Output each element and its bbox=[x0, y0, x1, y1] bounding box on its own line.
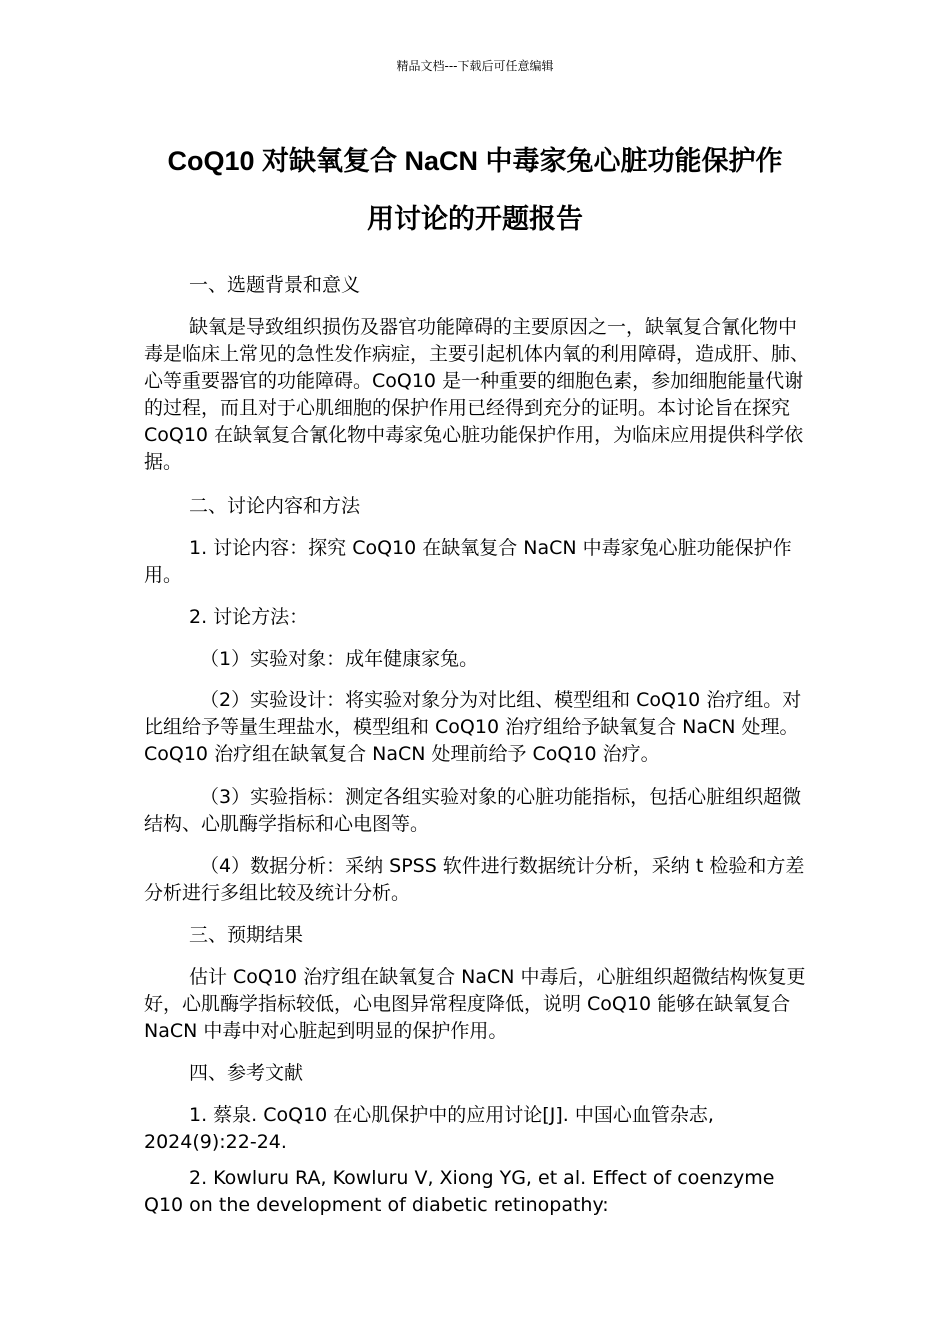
section-2-sub-4: （4）数据分析：采纳 SPSS 软件进行数据统计分析，采纳 t 检验和方差分析进行多组比较及统计分析。 bbox=[144, 855, 805, 904]
title-line-2: 用讨论的开题报告 bbox=[367, 204, 583, 234]
section-4-heading: 四、参考文献 bbox=[189, 1062, 304, 1084]
section-2-item-2: 2. 讨论方法： bbox=[189, 606, 309, 628]
section-2-sub-1: （1）实验对象：成年健康家兔。 bbox=[200, 648, 479, 670]
section-1-heading: 一、选题背景和意义 bbox=[189, 274, 361, 296]
document-title bbox=[140, 132, 810, 248]
section-2-heading: 二、讨论内容和方法 bbox=[189, 495, 361, 517]
section-1-body: 缺氧是导致组织损伤及器官功能障碍的主要原因之一，缺氧复合氰化物中毒是临床上常见的急性发作病症，主要引起机体内氧的利用障碍，造成肝、肺、心等重要器官的功能障碍。CoQ10 是一种重要的细胞色素，参加细胞能量代谢的过程，而且对于心肌细胞的保护作用已经得到充分的证明。本讨论旨在探究 CoQ10 在缺氧复合氰化物中毒家兔心脏功能保护作用，为临床应用提供科学依据。 bbox=[144, 316, 810, 473]
section-2-sub-2: （2）实验设计：将实验对象分为对比组、模型组和 CoQ10 治疗组。对比组给予等量生理盐水，模型组和 CoQ10 治疗组给予缺氧复合 NaCN 处理。CoQ10 治疗组在缺氧复合 NaCN 处理前给予 CoQ10 治疗。 bbox=[144, 689, 802, 765]
section-3-heading: 三、预期结果 bbox=[189, 924, 304, 946]
reference-1: 1. 蔡泉. CoQ10 在心肌保护中的应用讨论[J]. 中国心血管杂志, 2024(9):22-24. bbox=[144, 1104, 714, 1153]
reference-2: 2. Kowluru RA, Kowluru V, Xiong YG, et al. Effect of coenzyme Q10 on the development of diabetic retinopathy: bbox=[144, 1167, 775, 1216]
section-3-body: 估计 CoQ10 治疗组在缺氧复合 NaCN 中毒后，心脏组织超微结构恢复更好，心肌酶学指标较低，心电图异常程度降低，说明 CoQ10 能够在缺氧复合 NaCN 中毒中对心脏起到明显的保护作用。 bbox=[144, 966, 806, 1042]
page-header: 精品文档---下载后可任意编辑 bbox=[396, 59, 554, 73]
title-line-1: CoQ10 对缺氧复合 NaCN 中毒家兔心脏功能保护作 bbox=[167, 146, 783, 176]
section-2-sub-3: （3）实验指标：测定各组实验对象的心脏功能指标，包括心脏组织超微结构、心肌酶学指标和心电图等。 bbox=[144, 786, 802, 835]
section-2-item-1: 1. 讨论内容：探究 CoQ10 在缺氧复合 NaCN 中毒家兔心脏功能保护作用。 bbox=[144, 537, 792, 586]
